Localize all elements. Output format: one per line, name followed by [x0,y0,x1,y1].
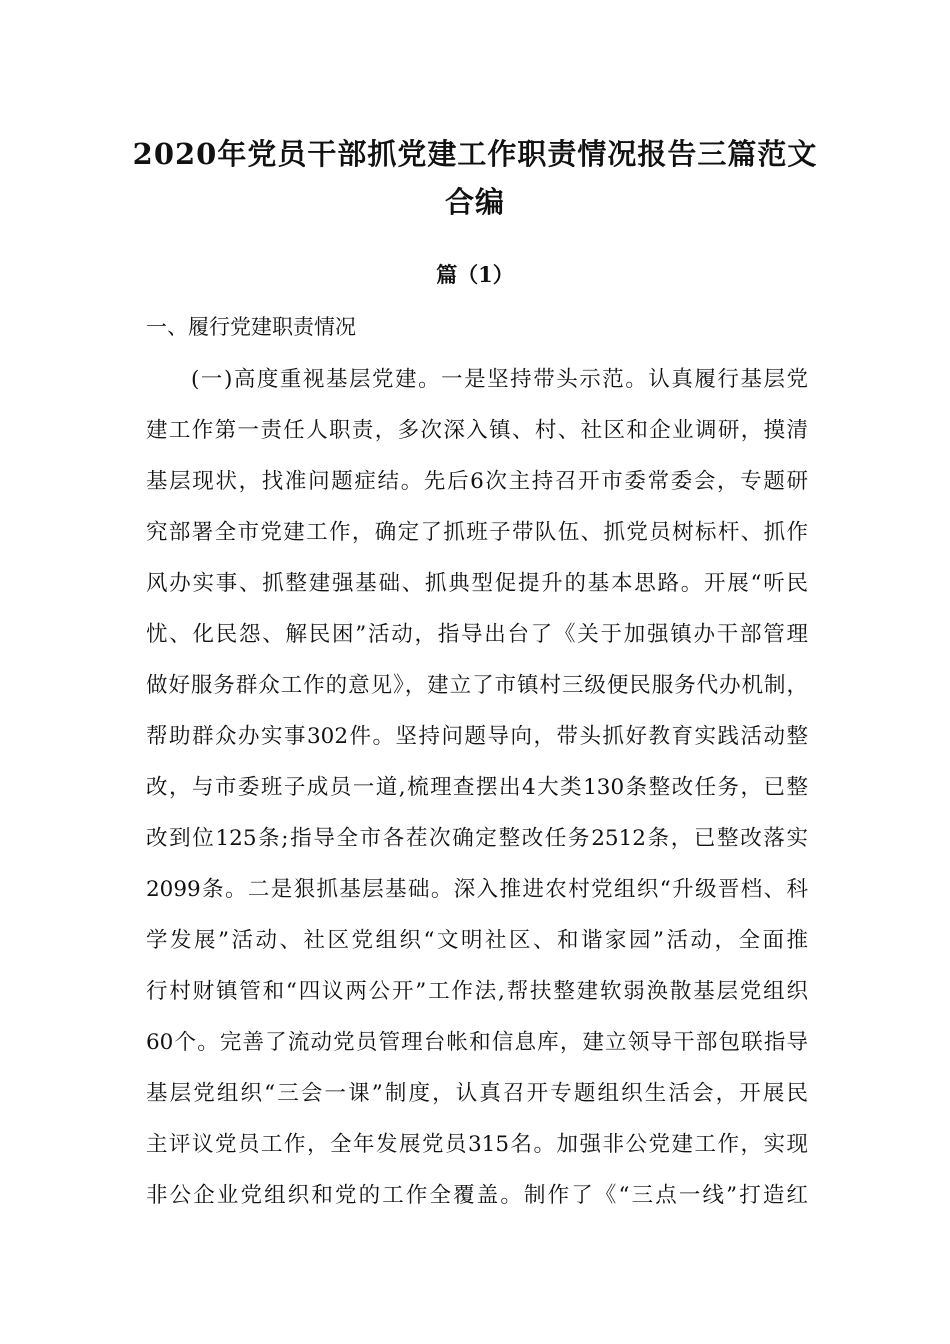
body-line: 60个。完善了流动党员管理台帐和信息库，建立领导干部包联指导 [146,1030,808,1055]
body-line: (一)高度重视基层党建。一是坚持带头示范。认真履行基层党 [191,367,808,392]
section-label: 篇（1） [436,262,514,287]
body-line: 帮助群众办实事302件。坚持问题导向，带头抓好教育实践活动整 [146,724,808,749]
body-line: 改到位125条;指导全市各茬次确定整改任务2512条，已整改落实 [146,826,808,851]
document-title-line-1: 2020年党员干部抓党建工作职责情况报告三篇范文 [132,137,818,171]
body-line: 建工作第一责任人职责，多次深入镇、村、社区和企业调研，摸清 [146,418,808,443]
body-line: 行村财镇管和“四议两公开”工作法,帮扶整建软弱涣散基层党组织 [146,979,808,1004]
body-line: 基层现状，找准问题症结。先后6次主持召开市委常委会，专题研 [146,469,808,494]
body-line: 主评议党员工作，全年发展党员315名。加强非公党建工作，实现 [146,1132,808,1157]
body-line: 做好服务群众工作的意见》，建立了市镇村三级便民服务代办机制， [146,673,808,698]
document-title-line-2: 合编 [444,185,505,219]
body-line: 非公企业党组织和党的工作全覆盖。制作了《“三点一线”打造红 [146,1183,808,1208]
body-line: 风办实事、抓整建强基础、抓典型促提升的基本思路。开展“听民 [146,571,808,596]
body-line: 忧、化民怨、解民困”活动，指导出台了《关于加强镇办干部管理 [146,622,808,647]
body-line: 基层党组织“三会一课”制度，认真召开专题组织生活会，开展民 [146,1081,808,1106]
body-text [146,354,808,1221]
body-line: 改，与市委班子成员一道,梳理查摆出4大类130条整改任务，已整 [146,775,808,800]
body-line: 学发展”活动、社区党组织“文明社区、和谐家园”活动，全面推 [146,928,808,953]
section-heading: 一、履行党建职责情况 [146,315,356,339]
body-line: 2099条。二是狠抓基层基础。深入推进农村党组织“升级晋档、科 [146,877,808,902]
body-line: 究部署全市党建工作，确定了抓班子带队伍、抓党员树标杆、抓作 [146,520,808,545]
